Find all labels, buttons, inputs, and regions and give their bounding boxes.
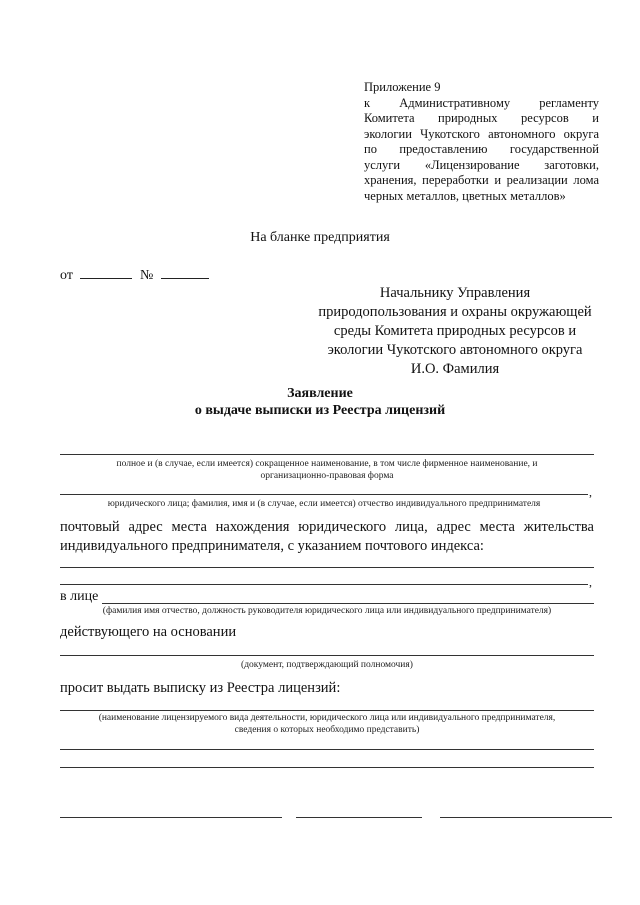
recipient-line-2: природопользования и охраны окружающей — [318, 304, 592, 320]
address-field-2[interactable] — [60, 584, 588, 585]
activity-caption-line-2: сведения о которых необходимо представить) — [234, 725, 420, 735]
activity-caption — [60, 712, 594, 736]
appendix-note — [364, 80, 599, 204]
letterhead-note: На бланке предприятия — [250, 230, 390, 245]
recipient-line-4: экологии Чукотского автономного округа — [327, 342, 583, 358]
appendix-line-3: экологии Чукотского автономного округа — [364, 126, 599, 141]
in-person-caption: (фамилия имя отчество, должность руководителя юридического лица или индивидуального предпринимателя) — [102, 606, 552, 616]
activity-caption-line-1: (наименование лицензируемого вида деятельности, юридического лица или индивидуального предпринимателя, — [98, 713, 556, 723]
from-label: от — [60, 268, 73, 283]
org-name-caption-line-1: полное и (в случае, если имеется) сокращенное наименование, в том числе фирменное наименование, и — [116, 459, 538, 469]
org-name-field[interactable] — [60, 454, 594, 455]
appendix-line-1: к Административному регламенту — [364, 95, 599, 110]
extra-field-1[interactable] — [60, 749, 594, 750]
address-label-line-2: индивидуального предпринимателя, с указанием почтового индекса: — [60, 538, 484, 554]
recipient-block — [300, 284, 610, 379]
appendix-line-7: черных металлов, цветных металлов» — [364, 188, 566, 203]
recipient-line-1: Начальнику Управления — [379, 285, 531, 301]
signature-field-name[interactable] — [440, 817, 612, 818]
recipient-name: И.О. Фамилия — [410, 361, 500, 377]
in-person-label: в лице — [60, 589, 99, 604]
legal-entity-caption: юридического лица; фамилия, имя и (в случае, если имеется) отчество индивидуального предпринимателя — [107, 499, 541, 509]
legal-entity-comma: , — [589, 485, 592, 499]
document-title — [0, 385, 640, 419]
appendix-line-4: по предоставлению государственной — [364, 142, 599, 156]
org-name-caption — [40, 458, 614, 482]
appendix-line-2: Комитета природных ресурсов и — [364, 111, 599, 125]
from-number-row — [60, 268, 209, 284]
signature-field-position[interactable] — [60, 817, 282, 818]
recipient-line-3: среды Комитета природных ресурсов и — [333, 323, 577, 339]
appendix-line-5: услуги «Лицензирование заготовки, — [364, 157, 599, 172]
title-line-2: о выдаче выписки из Реестра лицензий — [194, 403, 446, 418]
activity-field[interactable] — [60, 710, 594, 711]
appendix-number: Приложение 9 — [364, 80, 441, 94]
number-field[interactable] — [161, 268, 209, 279]
address-field-1[interactable] — [60, 567, 594, 568]
date-field[interactable] — [80, 268, 132, 279]
appendix-line-6: хранения, переработки и реализации лома — [364, 173, 599, 187]
org-name-caption-line-2: организационно-правовая форма — [260, 471, 394, 481]
address-label-line-1: почтовый адрес места нахождения юридического лица, адрес места жительства — [60, 519, 594, 535]
basis-document-caption: (документ, подтверждающий полномочия) — [241, 660, 413, 670]
acting-basis-label: действующего на основании — [60, 624, 237, 640]
request-label: просит выдать выписку из Реестра лицензий: — [60, 680, 341, 696]
address-comma: , — [589, 575, 592, 589]
extra-field-2[interactable] — [60, 767, 594, 768]
signature-field-sign[interactable] — [296, 817, 422, 818]
legal-entity-field[interactable] — [60, 494, 588, 495]
in-person-field[interactable] — [102, 603, 594, 604]
basis-document-field[interactable] — [60, 655, 594, 656]
title-line-1: Заявление — [287, 386, 353, 401]
number-sign: № — [139, 268, 154, 283]
